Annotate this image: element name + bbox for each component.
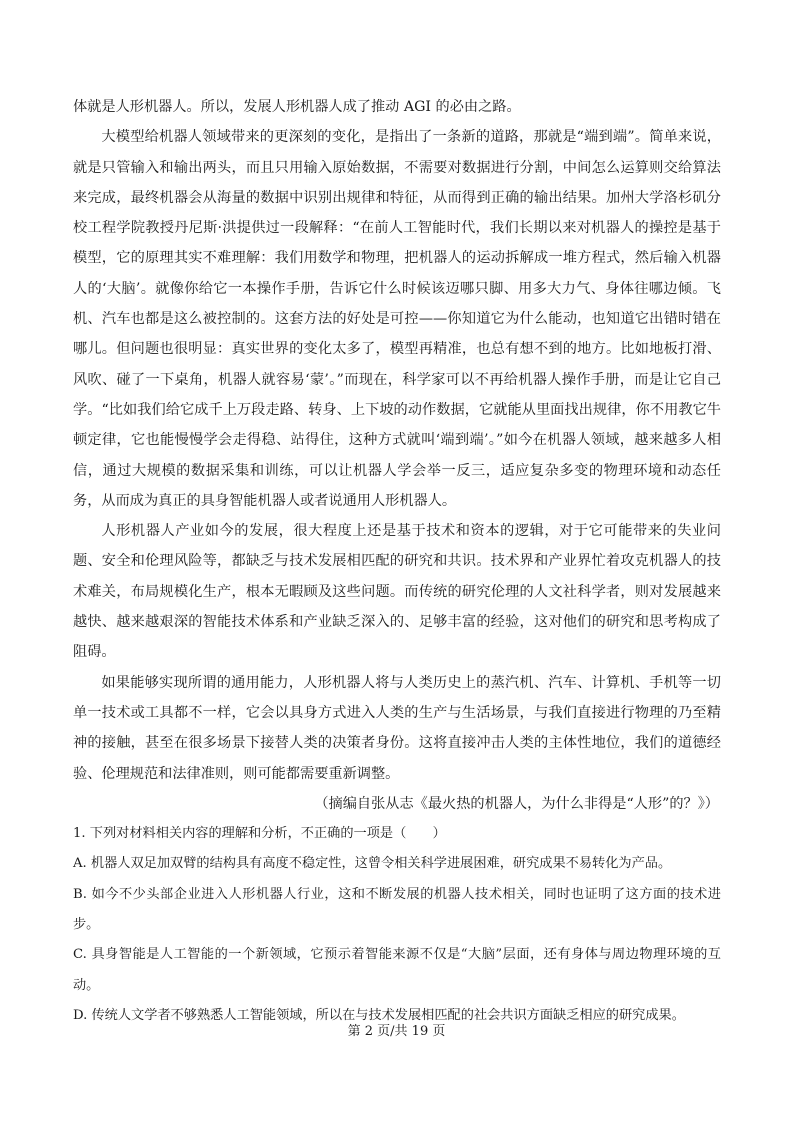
question-stem: 1. 下列对材料相关内容的理解和分析，不正确的一项是（ ） xyxy=(73,826,446,842)
paragraph-2: 人形机器人产业如今的发展，很大程度上还是基于技术和资本的逻辑，对于它可能带来的失业问题、安全和伦理风险等，都缺乏与技术发展相匹配的研究和共识。技术界和产业界忙着攻克机器人的技术难关，布局规模化生产，根本无暇顾及这些问题。而传统的研究伦理的人文社科学者，则对发展越来越快、越来越艰深的智能技术体系和产业缺乏深入的、足够丰富的经验，这对他们的研究和思考构成了阻碍。 xyxy=(73,523,721,661)
paragraph-1: 大模型给机器人领域带来的更深刻的变化，是指出了一条新的道路，那就是“端到端”。简单来说，就是只管输入和输出两头，而且只用输入原始数据，不需要对数据进行分割，中间怎么运算则交给算法来完成，最终机器会从海量的数据中识别出规律和特征，从而得到正确的输出结果。加州大学洛杉矶分校工程学院教授丹尼斯·洪提供过一段解释：“在前人工智能时代，我们长期以来对机器人的操控是基于模型，它的原理其实不难理解：我们用数学和物理，把机器人的运动拆解成一堆方程式，然后输入机器人的‘大脑’。就像你给它一本操作手册，告诉它什么时候该迈哪只脚、用多大力气、身体往哪边倾。飞机、汽车也都是这么被控制的。这套方法的好处是可控——你知道它为什么能动，也知道它出错时错在哪儿。但问题也很明显：真实世界的变化太多了，模型再精准，也总有想不到的地方。比如地板打滑、风吹、碰了一下桌角，机器人就容易‘蒙’。”而现在，科学家可以不再给机器人操作手册，而是让它自己学。“比如我们给它成千上万段走路、转身、上下坡的动作数据，它就能从里面找出规律，你不用教它牛顿定律，它也能慢慢学会走得稳、站得住，这种方式就叫‘端到端’。”如今在机器人领域，越来越多人相信，通过大规模的数据采集和训练，可以让机器人学会举一反三，适应复杂多变的物理环境和动态任务，从而成为真正的具身智能机器人或者说通用人形机器人。 xyxy=(73,129,721,509)
document-page xyxy=(73,92,721,1031)
source-citation: （摘编自张从志《最火热的机器人，为什么非得是“人形”的？》） xyxy=(314,795,719,812)
paragraph-0: 体就是人形机器人。所以，发展人形机器人成了推动 AGI 的必由之路。 xyxy=(73,99,521,115)
page-number-footer: 第 2 页/共 19 页 xyxy=(347,1024,446,1039)
option-b: B. 如今不少头部企业进入人形机器人行业，这和不断发展的机器人技术相关，同时也证明了这方面的技术进步。 xyxy=(73,886,721,933)
option-c: C. 具身智能是人工智能的一个新领域，它预示着智能来源不仅是“大脑”层面，还有身体与周边物理环境的互动。 xyxy=(73,947,721,993)
option-d: D. 传统人文学者不够熟悉人工智能领域，所以在与技术发展相匹配的社会共识方面缺乏相应的研究成果。 xyxy=(73,1007,685,1023)
option-a: A. 机器人双足加双臂的结构具有高度不稳定性，这曾令相关科学进展困难，研究成果不易转化为产品。 xyxy=(73,856,672,872)
paragraph-3: 如果能够实现所谓的通用能力，人形机器人将与人类历史上的蒸汽机、汽车、计算机、手机等一切单一技术或工具都不一样，它会以具身方式进入人类的生产与生活场景，与我们直接进行物理的乃至精神的接触，甚至在很多场景下接替人类的决策者身份。这将直接冲击人类的主体性地位，我们的道德经验、伦理规范和法律准则，则可能都需要重新调整。 xyxy=(73,674,721,782)
